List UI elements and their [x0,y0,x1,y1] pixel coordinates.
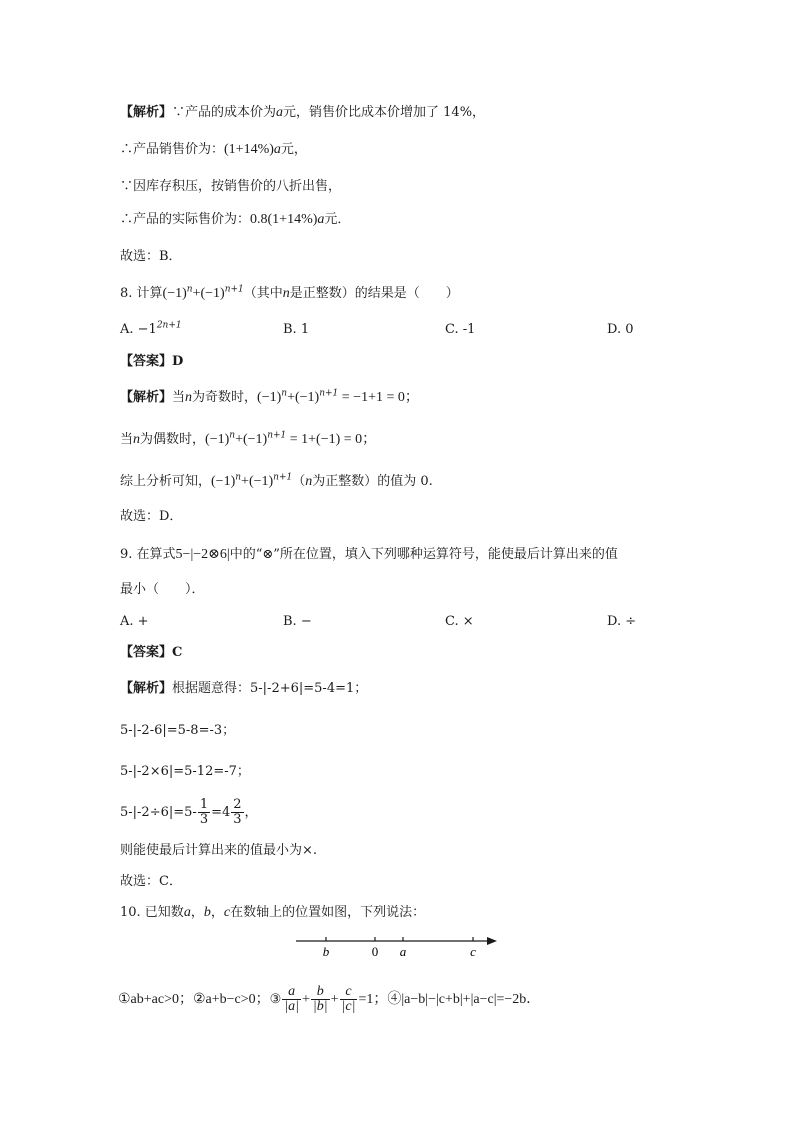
q8-analysis-line-3: 综上分析可知，$(-1)^n+(-1)^{n+1}(n$为正整数）的值为 0. [120,472,433,489]
label-c: c [470,944,476,959]
q7-analysis-line-1: 【解析】∵产品的成本价为a元，销售价比成本价增加了 14%， [120,105,486,120]
label-b: b [322,944,330,959]
statement-2: ②a+b−c>0； [192,992,270,1007]
q9-stem-line-1: 9. 在算式5−|−2⊗6|中的“⊗”所在位置，填入下列哪种运算符号，能使最后计算出来的值 [120,547,618,562]
q9-option-c: C. × [445,614,474,629]
q9-choice: 故选：C． [120,874,182,889]
q9-analysis-line-3: 5-|-2×6|=5-12=-7； [120,764,250,779]
q8-option-c: C. -1 [445,322,476,337]
q7-analysis-line-3: ∵因库存积压，按销售价的八折出售， [120,179,342,194]
q8-option-a: A. $-1^{2n+1}$ [120,320,182,337]
q9-analysis-line-1: 【解析】根据题意得：5-|-2+6|=5-4=1； [120,681,368,696]
q7-analysis-line-4: ∴产品的实际售价为：0.8(1+14%)a元． [120,212,351,227]
q9-stem-line-2: 最小（ ）． [120,582,205,597]
statement-3: ③ $\frac{a}{|a|}$ + $\frac{b}{|b|}$ + $\frac{c}{|c|}$ =1； [269,984,388,1014]
fraction: $\frac{1}{3}$ [199,797,209,827]
q8-option-d: D. 0 [607,322,634,337]
q8-stem: 8. 计算$(-1)^n+(-1)^{n+1}$（其中n是正整数）的结果是（ ） [120,284,459,301]
arrow-right-icon [487,937,497,945]
q9-option-d: D. ÷ [607,614,637,629]
fraction: $\frac{c}{|c|}$ [341,984,356,1014]
q8-analysis-line-1: 【解析】当n为奇数时，$(-1)^n+(-1)^{n+1} = -1+1 = 0$； [120,388,419,405]
q9-option-a: A. + [120,614,149,629]
q10-statements [118,982,540,1018]
q9-analysis-line-2: 5-|-2-6|=5-8=-3； [120,723,236,738]
q9-analysis-line-5: 则能使最后计算出来的值最小为×. [120,843,318,858]
q9-answer: 【答案】C [120,645,183,660]
q7-analysis-line-2: ∴产品销售价为：(1+14%)a元， [120,142,307,157]
q7-choice: 故选：B． [120,249,182,264]
q8-answer: 【答案】D [120,354,184,369]
label-zero: 0 [371,944,379,959]
q8-option-b: B. 1 [283,322,310,337]
q9-option-b: B. − [283,614,312,629]
q8-analysis-line-2: 当n为偶数时，$(-1)^n+(-1)^{n+1} = 1+(-1) = 0$； [120,430,377,447]
fraction: $\frac{b}{|b|}$ [312,984,328,1014]
fraction: $\frac{2}{3}$ [233,797,242,827]
q8-choice: 故选：D． [120,509,183,524]
number-line-figure [290,930,510,964]
statement-4: ④|a−b|−|c+b|+|a−c|=−2b． [387,992,541,1007]
fraction: $\frac{a}{|a|}$ [284,984,300,1014]
statement-1: ①ab+ac>0； [118,992,193,1007]
label-a: a [399,944,407,959]
analysis-tag: 【解析】 [120,105,173,120]
q9-analysis-line-4: 5-|-2÷6|=5- $\frac{1}{3}$ =4 $\frac{2}{3}$ ， [120,797,258,827]
q10-stem: 10. 已知数a，b，c在数轴上的位置如图，下列说法： [120,905,426,920]
